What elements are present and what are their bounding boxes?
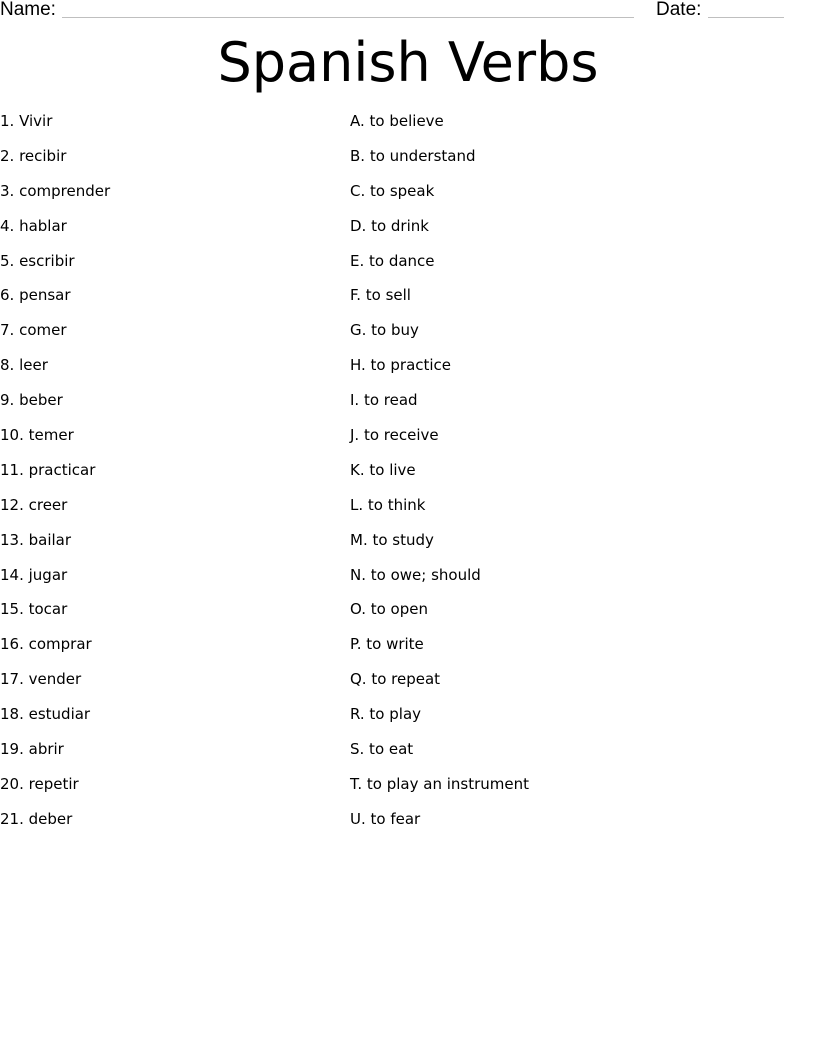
name-blank-line xyxy=(62,17,634,18)
verb-item: 19. abrir xyxy=(0,740,64,759)
verb-item: 6. pensar xyxy=(0,286,71,305)
verb-item: 4. hablar xyxy=(0,216,67,235)
definition-list xyxy=(350,112,529,845)
verb-item: 12. creer xyxy=(0,495,68,514)
definition-item: C. to speak xyxy=(350,181,435,200)
definition-item: Q. to repeat xyxy=(350,670,441,689)
verb-item: 7. comer xyxy=(0,321,67,340)
verb-item: 10. temer xyxy=(0,426,74,445)
verb-item: 5. escribir xyxy=(0,251,75,270)
verb-item: 18. estudiar xyxy=(0,705,91,724)
definition-item: N. to owe; should xyxy=(350,565,481,584)
date-label: Date: xyxy=(656,0,702,20)
definition-item: R. to play xyxy=(350,705,422,724)
verb-list xyxy=(0,112,110,845)
definition-item: L. to think xyxy=(350,495,426,514)
definition-item: A. to believe xyxy=(350,112,444,130)
page-title: Spanish Verbs xyxy=(217,31,599,94)
definition-item: M. to study xyxy=(350,530,434,549)
name-label: Name: xyxy=(0,0,56,20)
verb-item: 8. leer xyxy=(0,356,48,375)
verb-item: 16. comprar xyxy=(0,635,92,654)
header xyxy=(0,0,816,22)
verb-item: 20. repetir xyxy=(0,774,79,793)
definition-item: I. to read xyxy=(350,391,418,410)
date-blank-line xyxy=(708,17,784,18)
verb-item: 15. tocar xyxy=(0,600,68,619)
definition-item: E. to dance xyxy=(350,251,435,270)
verb-item: 9. beber xyxy=(0,391,63,410)
verb-item: 14. jugar xyxy=(0,565,68,584)
verb-item: 21. deber xyxy=(0,809,73,828)
definition-item: U. to fear xyxy=(350,809,421,828)
definition-item: F. to sell xyxy=(350,286,411,305)
definition-item: P. to write xyxy=(350,635,424,654)
definition-item: D. to drink xyxy=(350,216,429,235)
verb-item: 1. Vivir xyxy=(0,112,53,130)
definition-item: B. to understand xyxy=(350,146,476,165)
verb-item: 13. bailar xyxy=(0,530,72,549)
verb-item: 3. comprender xyxy=(0,181,111,200)
verb-item: 11. practicar xyxy=(0,460,96,479)
definition-item: T. to play an instrument xyxy=(350,774,530,793)
definition-item: J. to receive xyxy=(350,426,439,445)
verb-item: 17. vender xyxy=(0,670,82,689)
definition-item: K. to live xyxy=(350,460,416,479)
definition-item: O. to open xyxy=(350,600,428,619)
definition-item: G. to buy xyxy=(350,321,419,340)
definition-item: H. to practice xyxy=(350,356,452,375)
definition-item: S. to eat xyxy=(350,740,414,759)
verb-item: 2. recibir xyxy=(0,146,67,165)
